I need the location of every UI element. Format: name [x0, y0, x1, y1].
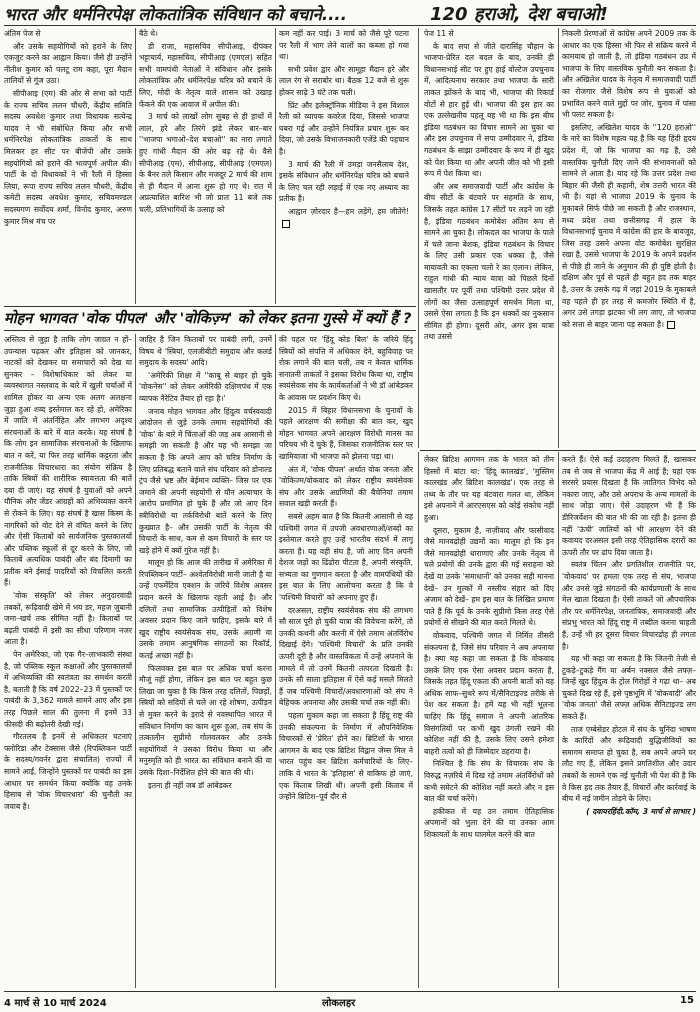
- column-divider: [135, 28, 136, 304]
- article3-paragraph: दूसरा, मुकाम है, नाज़ीवाद और फासीवाद जैसे मानवद्रोही उद्यमों का। मालूम हो कि इन जैसे मानवद्रोही धाराणाएं और उनके नेतृत्व में चले प्रयोगों की उनके द्वारा की गई सराहना को देखें या उनके 'समाधानों' को उनका सही मानना देखें– उन मुल्कों में नस्लीय संहार को दिए अंजाम को देखें– हम इस बात के लिखित प्रमाण पाते हैं कि पूर्व के उनके सुप्रीमो किस तरह ऐसे प्रयोगों से सीखने की बात करते मिलते थे।: [424, 525, 554, 628]
- article3-paragraph: अंत में, 'वोक पीपल' अर्थात वोक जनता और 'वोकिज्म/वोकवाद को लेकर राष्ट्रीय स्वयंसेवक संघ और उसके अग्रणियों की बैचेनियां तमाम सवाल खड़ी करती हैं।: [279, 464, 413, 509]
- footer-page-number: 15: [680, 995, 694, 1006]
- article2-paragraph: के बाद सपा से जीते दारासिंह चौहान के भाजपा-प्रेरित दल बदल के बाद, उनकी ही विधानसभाई सीट पर हुए हाई वोल्टेज उपचुनाव में, आदित्यनाथ सरकार तथा भाजपा के सारी ताकत झोंकने के बाद भी, भाजपा की रिकार्ड वोटों से हार हुई थी। भाजपा की इस हार का एक उल्लेखनीय पहलू यह भी था कि इस बीच इंडिया गठबंधन का विचार सामने आ चुका था और इस उपचुनाव में सपा उम्मीदवार ने, इंडिया गठबंधन के साझा उम्मीदवार के रूप में ही खुद को पेश किया था और अपनी जीत को भी इसी रूप में पेश किया था।: [424, 41, 554, 179]
- article3-column-3: [279, 334, 413, 990]
- article2-continuation-label: पेज 11 से: [424, 29, 454, 38]
- article1-paragraph: सभी प्रवेश द्वार और सामूहा मैदान हरे और लाल रंग से सराबोर था। बैठक 12 बजे से शुरू होकर साढ़े 3 घंटे तक चली।: [279, 64, 409, 97]
- article3-paragraph: 2015 में बिहार विधानसभा के चुनावों के पहले आरक्षण की समीक्षा की बात कर, खुद मोहन भागवत अपने आरक्षण विरोधी मानस का परिचय भी दे चुके हैं, जिसका राजनीतिक स्तर पर खामियाजा भी भाजपा को झेलना पड़ा था।: [279, 405, 413, 461]
- article3-paragraph: वोकवाद, पश्चिमी जगत में निर्मित तीसरी संकल्पना है, जिसे संघ परिवार ने अब अपनाया है। क्या यह कहा जा सकता है कि वोकवाद उसके लिए एक ऐसा अवसर प्रदान करता है, जिसके तहत हिंदू एकता की अपनी बातों को वह अधिक साफ–सुथरे रूप में/सैनिटाइज्ड तरीके से पेश कर सकता है। हमें यह भी नहीं भूलना चाहिए कि हिंदू समाज ने अपनी आंतरिक विसंगतियों पर कभी खुद उंगली रखने की कोशिश नहीं की है, उसके लिए उसने हमेशा बाहरी तत्वों को ही जिम्मेदार ठहराया है।: [424, 630, 554, 756]
- article3-column-5: [562, 454, 696, 990]
- article3-paragraph: जनाब मोहन भागवत और हिंदुत्व वर्चस्ववादी आंदोलन से जुड़े उनके तमाम सहयोगियों की 'वोक' के बारे में चिंताओं की जड़ अब आसानी से समझी जा सकती है और यह भी समझा जा सकता है कि अपने आप को चरित्र निर्माण के लिए प्रतिबद्ध बताने वाले संघ परिवार को डोनाल्ड ट्रंप जैसे भ्रष्ट और बेईमान व्यक्ति– जिस पर एक जमाने की अपनी सहयोगी से यौन अत्याचार के आरोप प्रमाणित हो चुके हैं और जो आए दिन स्त्रीविरोधी या तर्कविरोधी बातें करने के लिए कुख्यात है– और उसकी पार्टी के नेतृत्व की विचारों के साथ, कम से कम विचारों के स्तर पर खड़े होने में क्यों गुरेज नहीं है।: [139, 406, 272, 555]
- article3-paragraph: लेकर ब्रिटिश आगमन तक के भारत को तीन हिस्सों में बांटा था: 'हिंदू कालखंड', 'मुस्लिम कालखंड और ब्रिटिश कालखंड'। एक तरह से तथ्य के तौर पर यह बंटवारा गलत था, लेकिन इसे अपनाने में आरएसएस को कोई संकोच नहीं हुआ।: [424, 455, 554, 522]
- article3-headline-rule: [4, 330, 416, 331]
- article3-paragraph: गौरतलब है इनमें से अधिकतर घटनाएं फ्लोरिडा और टेक्सास जैसे (रिपब्लिकन पार्टी के सदस्य/गवर्नर द्वारा संचालित) राज्यों में सामने आईं, जिन्होंने पुस्तकों पर पाबंदी का इस आधार पर समर्थन किया क्योंकि वह उनके हिसाब से 'वोक विचारधारा' की चुनौती का जवाब है।: [4, 732, 132, 811]
- article3-column-2: [139, 334, 272, 990]
- article3-paragraph: यह भी कहा जा सकता है कि जितनी तेजी से टुकड़े–टुकड़े गैंग या अर्बन नक्सल जैसे लफ्ज़– जिन्हें खुद हिंदुत्व के ट्रोल गिरोहों ने गढ़ा था– अब चुकते दिख रहे हैं, इसे पृष्ठभूमि में 'वोकवादी' और 'वोक जनता' जैसे लफ्ज़ अधिक सैनिटाइज्ड लग सकते हैं।: [562, 654, 696, 722]
- article1-paragraph: प्रिंट और इलेक्ट्रॉनिक मीडिया ने इस विशाल रैली को व्यापक कवरेज दिया, जिससे भाजपा घबरा गई और उन्होंने नियंत्रित प्रचार शुरू कर दिया, जो उसके विभाजनकारी एजेंडे की पहचान है।: [279, 100, 409, 156]
- article3-right-rule: [420, 450, 696, 451]
- article3-paragraph: निश्चित है कि संघ के विचारक संघ के विरुद्ध नज़रिये में दिख रहे तमाम अंतर्विरोधों को कभी समेटने की कोशिश नहीं करते और न इस बात की चर्चा करेंगे।: [424, 759, 554, 804]
- column-divider: [558, 452, 559, 988]
- article3-paragraph: जाहिर है जिन किताबों पर पाबंदी लगी, उनमें विषय थे 'स्त्रियां, एलजीबीटी समुदाय और कलर्ड समुदाय के सदस्य' आदि।: [139, 335, 272, 368]
- article1-paragraph: [279, 206, 409, 229]
- article3-column-4: [424, 454, 554, 990]
- article1-paragraph: सीपीआइ (एम) की ओर से सभा को पार्टी के राज्य सचिव ललन चौधरी, केंद्रीय समिति सदस्य अवधेश कुमार तथा विधायक सत्येन्द्र यादव ने भी संबोधित किया और सभी धर्मनिरपेक्ष लोकतांत्रिक ताकतों के साथ मिलकर हर सीट पर बीजेपी और उसके सहयोगियों को हराने की भावपूर्ण अपील की। पार्टी के दो विधायकों ने भी रैली में हिस्सा लिया, रूपा राज्य सचिव ललन चौधरी, केंद्रीय कमेटी सदस्य अवधेश कुमार, सचिवमण्डल सदस्यगण सर्वोदय शर्मा, विनोद कुमार, अरुण कुमार मिश्र मंच पर: [4, 88, 132, 226]
- footer-date: 4 मार्च से 10 मार्च 2024: [4, 998, 107, 1009]
- article1-column-2: [139, 28, 272, 306]
- article1-closing-line: आह्वान ज़ोरदार है—हम लड़ेंगे, हम जीतेंगे!: [288, 206, 409, 216]
- column-divider: [135, 334, 136, 988]
- article3-paragraph: ताज एम्बेसेडर होटल में संघ के चुनिंदा भाषण के कारिंदों और रूढ़िवादी बुद्धिजीवियों का समागम समाप्त हो चुका है, सब अपने अपने घर लौट गए हैं, लेकिन इसने प्रगतिशील और उदार तबकों के सामने एक नई चुनौती भी पेश की है कि वे किस हद तक तैयार हैं, विचारों और कार्रवाई के बीच में नई जमीन तोड़ने के लिए।: [562, 724, 696, 804]
- end-mark-icon: [667, 321, 675, 329]
- article3-paragraph: इतना ही नहीं जब डॉ आंबेडकर: [148, 780, 232, 790]
- article2-last-paragraph: इसलिए, अखिलेश यादव के ''120 हराओ'' के नारे का विशेष महत्व यह है कि यह हिंदी हृदय प्रदेश में, जो कि भाजपा का गढ़ है, उसे वास्तविक चुनौती दिए जाने की संभावनाओं को सामने ले आता है। याद रहे कि उत्तर प्रदेश तथा बिहार की जैसी ही कहानी, शेष उत्तरी भारत की भी है। यहां से भाजपा 2019 के चुनाव के मुकाबले सिर्फ पीछे जा सकती है और राजस्थान, मध्य प्रदेश तथा छत्तीसगढ़ में हाल के विधानसभाई चुनाव में कांग्रेस की हार के बावजूद, जिस तरह उसने अपना वोट कमोबेश सुरक्षित रखा है, उससे भाजपा के 2019 के अपने प्रदर्शन से पीछे ही जाने के अनुमान की ही पुष्टि होती है। दक्षिण और पूर्व से पहले ही बहुत हद तक बाहर है, उत्तर के उसके गढ़ में जहां 2019 के मुकाबले वह पहले ही हर तरह से कमजोर स्थिति में है, अगर उसे तगड़ा झटका भी लग जाए, तो भाजपा को सत्ता से बाहर जाना पड़ सकता है।: [562, 122, 696, 329]
- column-divider: [418, 452, 419, 988]
- article3-paragraph: स्वतंत्र चिंतन और प्रगतिशील राजनीति पर, 'वोकवाद' पर हमला एक तरह से संघ, भाजपा और उनसे जुड़े संगठनों की कार्यप्रणाली के साथ मेल खाता दिखता है। ऐसी ताकतें जो औपचारिक तौर पर धर्मनिरपेक्ष, जनतांत्रिक, समाजवादी और संप्रभु भारत को हिंदू राष्ट्र में तब्दील करना चाहती हैं, उन्हें भी हर दूसरा विचार विचारद्रोह ही लगता है।: [562, 560, 696, 651]
- article3-paragraph: हकीकत में यह उन तमाम ऐतिहासिक अपमानों को भुला देने की या उनका आम शिकायतों के साथ घालमेल करने की बात: [424, 806, 554, 839]
- article2-paragraph: निकली प्रेरणाओं से कांग्रेस अपने 2009 तक के आधार का एक हिस्सा भी फिर से सक्रिय करने में कामयाब हो जाती है, तो इंडिया गठबंधन उप्र में भाजपा के लिए वास्तविक चुनौती बन सकता है। और अखिलेश यादव के नेतृत्व में समाजवादी पार्टी का रोजगार जैसे विशेष रूप से युवाओं को प्रभावित करने वाले मुद्दों पर जोर, चुनाव में पांसा भी पलट सकता है।: [562, 29, 696, 120]
- article1-paragraph: डी राजा, महासचिव सीपीआइ, दीपंकर भट्टाचार्य, महासचिव, सीपीआइ (एमएल) सहित सभी वामपंथी नेताओं ने संविधान और इसके लोकतांत्रिक और धर्मनिरपेक्ष चरित्र को बचाने के लिए, मोदी के नेतृत्व वाले शासन को उखाड़ फेंकने की एक आवाज में अपील की।: [139, 41, 272, 109]
- header-rule: [4, 25, 696, 26]
- article2-column-1: [424, 28, 554, 448]
- article3-paragraph: दरअसल, राष्ट्रीय स्वयंसेवक संघ की लगभग सौ साल पूरी हो चुकी यात्रा की विवेचना करेंगे, तो उनकी कथनी और करनी में ऐसे तमाम अंतर्विरोध दिखाई देंगे। 'पश्चिमी विचारों' के प्रति उनकी ऊपरी दूरी है और वास्तविकता में उन्हें अपनाने के मामले में तो उनमें कितनी तत्परता दिखती है। उनके सौ साला इतिहास में ऐसे कई मसले मिलते हैं जब पश्चिमी विचारों/अवधारणाओं को संघ ने बेहिचक अपनाया और उसकी चर्चा तक नहीं की।: [279, 605, 413, 708]
- article1-paragraph: बैठे थे।: [139, 29, 158, 38]
- article1-continuation-label: अंतिम पेज से: [4, 29, 41, 38]
- article3-paragraph: पहला मुकाम कहा जा सकता है हिंदू राष्ट्र की उनकी संकल्पना के निर्माण में औपनिवेशिक विचारकों से 'प्रेरित' होने का। ब्रिटिशों के भारत आगमन के बाद एक ब्रिटिश विद्वान जेम्स मिल ने भारत पहुंच कर ब्रिटिश कर्मचारियों के लिए– ताकि वे भारत के 'इतिहास' से वाकिफ हो जाएं, एक किताब लिखी थी। अपनी इसी किताब में उन्होंने ब्रिटिश–पूर्व दौर से: [279, 711, 413, 802]
- article3-paragraph: पेन अमेरिका, जो एक गैर–लाभकारी संस्था है, जो पब्लिक स्कूल कक्षाओं और पुस्तकालयों में अभिव्यक्ति की स्वतंत्रता का समर्थन करती है, बताती है कि वर्ष 2022–23 में पुस्तकों पर पाबंदी के 3,362 मामले सामने आए और इस तरह पिछले साल की तुलना में इनमें 33 फीसदी की बढ़ोतरी देखी गई।: [4, 650, 132, 729]
- article1-paragraph: 3 मार्च को लाखों लोग सुबह से ही हाथों में लाल, हरे और तिरंगे झंडे लेकर बार–बार ''भाजपा भगाओ–देश बचाओ'' का नारा लगाते हुए गांधी मैदान की ओर बढ़ रहे थे। वैसे सीपीआइ (एम), सीपीआइ, सीपीआइ (एमएल) के बैनर तले किसान और मजदूर 2 मार्च की शाम से ही मैदान में आना शुरू हो गए थे। रात में अप्रत्याशित बारिश भी जो प्रातः 11 बजे तक चली, प्रतिभागियों के उत्साह को: [139, 112, 272, 214]
- article1-column-3: [279, 28, 409, 306]
- column-divider: [275, 334, 276, 988]
- footer-masthead: लोकलहर: [322, 998, 356, 1009]
- headline-left: भारत और धर्मनिरपेक्ष लोकतांत्रिक संविधान को बचाने....: [4, 5, 347, 24]
- article3-paragraph: सबसे अहम बात है कि कितनी आसानी से वह पश्चिमी जगत में उपजी अवधारणाओं/शब्दों का इस्तेमाल करते हुए उन्हें भारतीय संदर्भ में लागू करता है। यह वही संघ है, जो आए दिन अपनी देशज जड़ों का ढिंढोरा पीटता है, अपनी संस्कृति, सभ्यता का गुणगान करता है और वामपंथियों की इस बात के लिए आलोचना करता है कि वे 'पश्चिमी विचारों' को अपनाए हुए हैं।: [279, 511, 413, 603]
- article3-paragraph: की पहल पर 'हिंदू कोड बिल' के जरिये हिंदू स्त्रियों को संपत्ति में अधिकार देने, बहुविवाह पर रोक लगाने की बात चली, तब न केवल धार्मिक सनातनी ताकतों ने इसका विरोध किया था, राष्ट्रीय स्वयंसेवक संघ के कार्यकर्ताओं ने भी डॉ आंबेडकर के आवास पर प्रदर्शन किए थे।: [279, 335, 413, 402]
- article3-top-rule: [4, 306, 416, 307]
- article3-paragraph: मालूम हो कि आज की तारीख में अमेरिका में रिपब्लिकन पार्टी– अश्वेतविरोधी मानी जाती है या उन्हें एफर्मेटिव एक्शन के जरिये विशेष अवसर प्रदान करने के खिलाफ रहती आई है। और दलितों तथा सामाजिक उत्पीड़ितों को विशेष अवसर प्रदान किए जाने चाहिए, इसके बारे में खुद राष्ट्रीय स्वयंसेवक संघ, उसके अग्रणी या उसके तमाम आनुषंगिक संगठनों का रिकॉर्ड, कतई अच्छा नहीं है।: [139, 558, 272, 661]
- article3-paragraph: फिलवक्त इस बात पर अधिक चर्चा करना मौजूं नहीं होगा, लेकिन इस बात पर बहुत कुछ लिखा जा चुका है कि किस तरह दलितों, पिछड़ों, स्त्रियों को सदियों से चले आ रहे शोषण, उत्पीड़न से मुक्त करने के इरादे से नवस्थापित भारत में संविधान निर्माण का काम शुरू हुआ, तब संघ के तत्कालीन सुप्रीमो गोलवलकर और उनके सहयोगियों ने उसका विरोध किया था और मनुस्मृति को ही भारत का संविधान बनाने की या उसके दिशा–निर्देशित होने की बात की थी।: [139, 663, 272, 777]
- article1-paragraph: और उसके सहयोगियों को हराने के लिए एकजुट करने का आह्वान किया। जैसे ही उन्होंने नीतीश कुमार को पलटू राम कहा, पूरा मैदान तालियों से गूंज उठा।: [4, 41, 132, 86]
- article3-paragraph: 'अमेरिकी शिक्षा में ''काबू से बाहर हो चुके 'वोकनेस'' को लेकर अमेरिकी दक्षिणपंथ में एक व्यापक नैरेटिव तैयार हो रहा है।': [139, 370, 272, 403]
- article3-column-1: [4, 334, 132, 990]
- article1-paragraph: 3 मार्च की रैली में उमड़ा जनसैलाब देश, इसके संविधान और धर्मनिरपेक्ष चरित्र को बचाने के लिए चल रही लड़ाई में एक नए अध्याय का प्रतीक है।: [279, 159, 409, 204]
- article3-paragraph: 'वोक संस्कृति' को लेकर अनुदारवादी तबकों, रूढ़िवादी खेमे में भय डर, महज जुबानी जमा–खर्च तक सीमित नहीं है। किताबों पर बढ़ती पाबंदी में इसी का सीधा परिणाम नजर आता है।: [4, 591, 132, 647]
- article3-paragraph: अस्तित्व से जुड़ा है ताकि लोग जाग्रत न हों– उपन्यास पढ़कर और इतिहास को जानकर, नाटकों को देखकर या समाचारों को देख या सुनकर – विशेषाधिकार को लेकर या व्यवस्थागत नस्लवाद के बारे में खुली चर्चाओं में शामिल होकर या अन्य एक अलग अलक्षना जुड़ा हुआ शब्द इस्तेमाल कर रहे हो, अमेरिका में जाति में अंतर्निहित और लगभग अदृश्य संरचनाओं के बारे में बात करके। यह संघर्ष है कि लोग इन सामाजिक संरचनाओं के खिलाफ बात न करें, या फिर तरह धार्मिक कट्टरता और राजनीतिक विचारधारा का संयोग संक्रिय है ताकि स्त्रियों की शारीरिक स्वायत्तता की बातें दबा दी जाएं। यह संघर्ष है युवाओं को अपने यौनिक और जेंडर आग्रहों को अभिव्यक्त करने से रोकने के लिए। यह संघर्ष है खास किस्म के नागरिकों को वोट देने से वंचित करने के लिए और ऐसी किताबों को सार्वजनिक पुस्तकालयों और पब्लिक स्कूलों से दूर करने के लिए, जो किताबें अत्यधिक पाबंदी और बंद दिमागी का प्रतीक बने ईसाई पादरियों को विचलित करती हैं।: [4, 335, 132, 588]
- article2-paragraph: [562, 122, 696, 331]
- end-mark-icon: [282, 220, 290, 228]
- article3-credit: ( दवायरहिंदी.कॉम, 3 मार्च से साभार ): [586, 806, 696, 816]
- headline-right: 120 हराओ, देश बचाओ!: [430, 4, 608, 24]
- section-divider: [418, 28, 419, 448]
- article1-paragraph: कम नहीं कर पाई। 3 मार्च को जैसे पूरे पटना पर रैली में भाग लेने वालों का कब्जा हो गया था।: [279, 29, 409, 62]
- column-divider: [275, 28, 276, 304]
- article3-headline: मोहन भागवत 'वोक पीपल' और 'वोकिज़्म' को लेकर इतना गुस्से में क्यों हैं ?: [4, 310, 412, 327]
- article3-paragraph: करते हैं। ऐसे कई उदाहरण मिलते हैं, खासकर तब से जब से भाजपा केंद्र में आई है; यहां एक सरसरे प्रयास दिखता है कि जातिगत विभेद को नकारा जाए, और उसे अपराध के अन्य मामलों के साथ जोड़ा जाए। ऐसे उदाहरण भी हैं कि डीरिजर्वेशन की बात भी की जा रही है। इतना ही नहीं 'ऊंची' जातियों को भी आरक्षण देने की कवायद दरअसल इसी तरह ऐतिहासिक दरारों का ऊपरी तौर पर ढांप दिया जाता है।: [562, 455, 696, 557]
- article1-column-1: [4, 28, 132, 306]
- article2-paragraph: और अब समाजवादी पार्टी और कांग्रेस के बीच सीटों के बंटवारे पर सहमति के साथ, जिसके तहत कांग्रेस 17 सीटों पर लड़ने जा रही है, इंडिया गठबंधन कमोबेश अंतिम रूप से सामने आ चुका है। लोकदल का भाजपा के पाले में चले जाना बेशक, इंडिया गठबंधन के विचार के लिए उसी प्रकार एक धक्का है, जैसे मायावती का एकला चलो रे का एलान। लेकिन, राहुल गांधी की न्याय यात्रा को पिछले दिनों खासतौर पर पूर्वी तथा पश्चिमी उत्तर प्रदेश में लोगों का जैसा उत्साहपूर्ण समर्थन मिला था, उससे ऐसा लगता है कि इन धक्कों का नुकसान सीमित ही होगा। दूसरी ओर, अगर इस यात्रा तथा उससे: [424, 181, 554, 342]
- column-divider: [558, 28, 559, 448]
- footer-rule: [4, 991, 696, 992]
- article2-column-2: [562, 28, 696, 448]
